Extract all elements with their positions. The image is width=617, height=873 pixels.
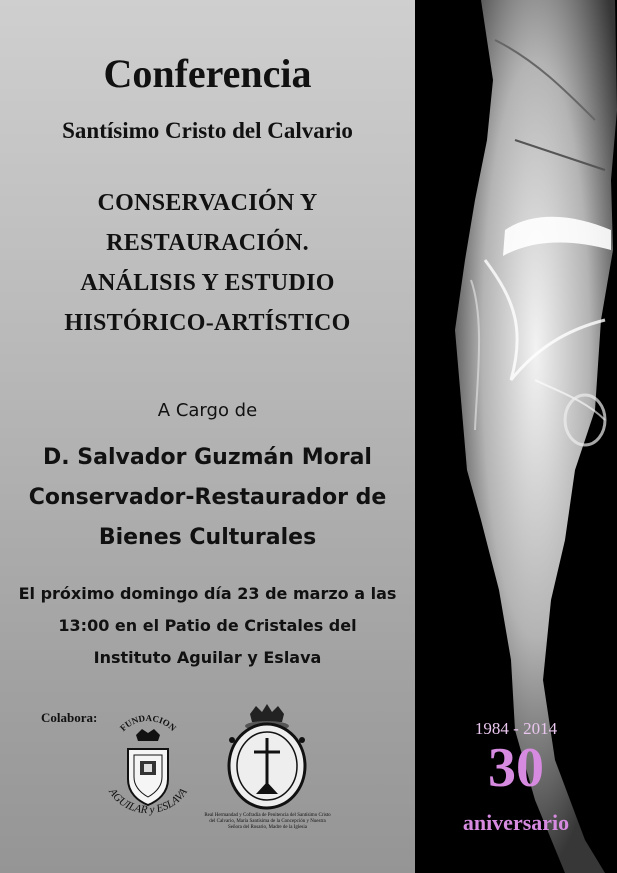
speaker-name: D. Salvador Guzmán Moral (43, 445, 372, 470)
topic-line: RESTAURACIÓN. (106, 230, 309, 256)
hermandad-crest-icon (200, 700, 335, 812)
topic-line: ANÁLISIS Y ESTUDIO (80, 270, 335, 296)
anniversary-years: 1984 - 2014 (474, 719, 558, 738)
hermandad-caption (200, 813, 335, 831)
page-subtitle: Santísimo Cristo del Calvario (62, 118, 353, 143)
colabora-label: Colabora: (41, 710, 98, 725)
event-line: 13:00 en el Patio de Cristales del (58, 616, 357, 635)
hermandad-crest-logo (200, 700, 335, 872)
fundacion-aguilar-eslava-logo (98, 715, 198, 825)
caption-line: Real Hermandad y Cofradía de Penitencia del Santísimo Cristo (204, 813, 331, 818)
page-title: Conferencia (103, 51, 312, 96)
event-details (0, 578, 415, 674)
speaker-role: Bienes Culturales (98, 525, 317, 550)
caption-line: Señora del Rosario, Madre de la Iglesia (227, 825, 307, 830)
event-line: El próximo domingo día 23 de marzo a las (18, 584, 397, 603)
speaker-info (0, 438, 415, 558)
logo1-arc-text: FUNDACION (117, 715, 178, 734)
caption-line: del Calvario, María Santísima de la Concepción y Nuestra (209, 819, 326, 824)
anniversary-number: 30 (488, 737, 544, 799)
event-line: Instituto Aguilar y Eslava (93, 648, 322, 667)
a-cargo-label: A Cargo de (157, 400, 258, 421)
speaker-role: Conservador-Restaurador de (28, 485, 387, 510)
conference-topic (0, 183, 415, 343)
fundacion-seal-icon (98, 715, 198, 825)
svg-text:FUNDACION (118, 715, 178, 733)
topic-line: HISTÓRICO-ARTÍSTICO (64, 310, 351, 336)
logo1-bottom-text: AGUILAR y ESLAVA (106, 786, 190, 817)
anniversary-word: aniversario (462, 810, 570, 835)
topic-line: CONSERVACIÓN Y (97, 190, 318, 216)
